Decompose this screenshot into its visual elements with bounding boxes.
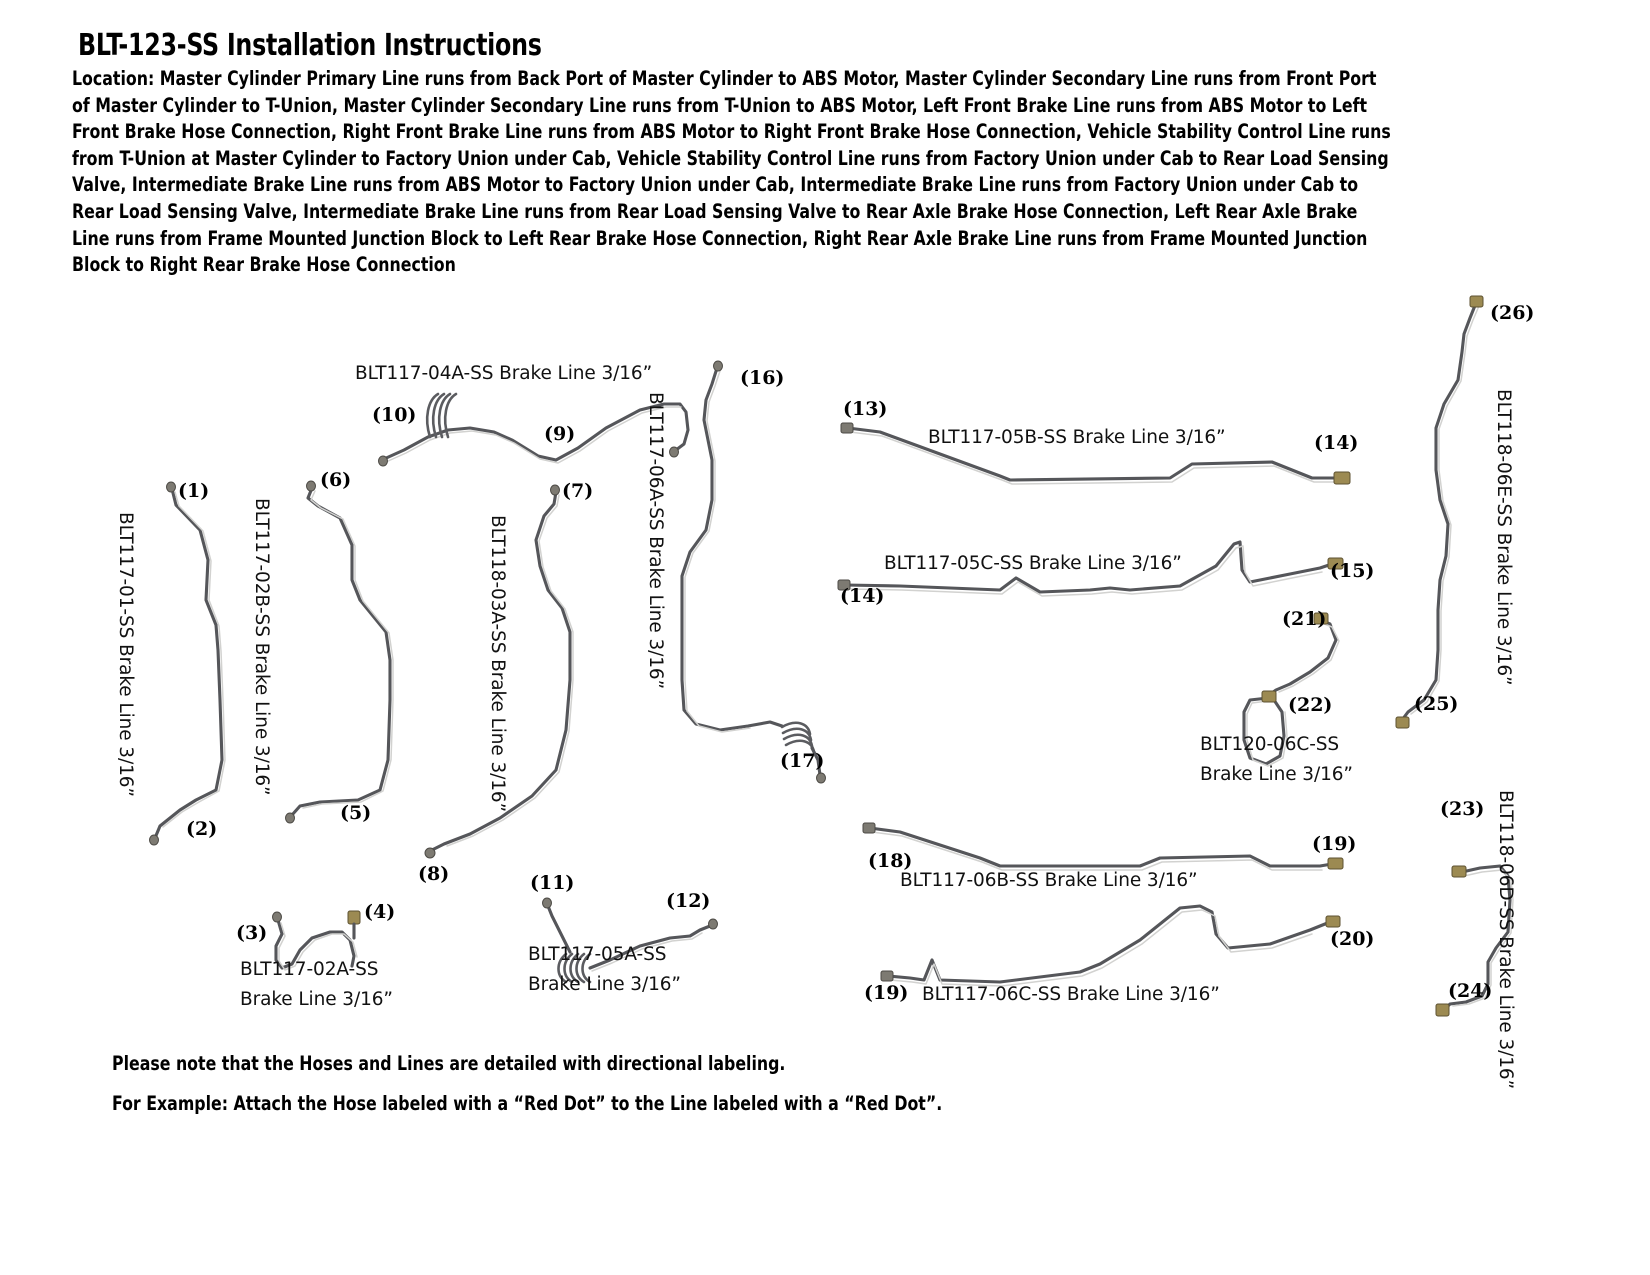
- part-blt117-06b-ss: [863, 823, 1343, 870]
- part-blt117-01-ss: [150, 482, 226, 845]
- callout-25: (25): [1414, 693, 1459, 715]
- callout-20: (20): [1330, 928, 1375, 950]
- callout-2: (2): [186, 818, 218, 840]
- page-title: BLT-123-SS Installation Instructions: [78, 28, 542, 63]
- label-blt120-06c-ss-line1: BLT120-06C-SS: [1200, 734, 1340, 755]
- callout-22: (22): [1288, 694, 1333, 716]
- callout-21: (21): [1282, 608, 1327, 630]
- callout-18: (18): [868, 850, 913, 872]
- label-blt118-03a-ss: BLT118-03A-SS Brake Line 3/16”: [487, 515, 508, 813]
- label-blt117-04a-ss: BLT117-04A-SS Brake Line 3/16”: [355, 363, 653, 384]
- note-directional-labeling: Please note that the Hoses and Lines are detailed with directional labeling.: [112, 1052, 786, 1075]
- label-blt117-05a-ss-line2: Brake Line 3/16”: [528, 974, 681, 995]
- label-blt117-06b-ss: BLT117-06B-SS Brake Line 3/16”: [900, 870, 1198, 891]
- callout-23: (23): [1440, 798, 1485, 820]
- callout-16: (16): [740, 367, 785, 389]
- label-blt117-06a-ss: BLT117-06A-SS Brake Line 3/16”: [645, 392, 666, 690]
- callout-1: (1): [178, 480, 210, 502]
- callout-8: (8): [418, 863, 450, 885]
- label-blt117-06c-ss: BLT117-06C-SS Brake Line 3/16”: [922, 984, 1220, 1005]
- callout-24: (24): [1448, 980, 1493, 1002]
- location-paragraph: Location: Master Cylinder Primary Line runs from Back Port of Master Cylinder to ABS Motor, Master Cylinder Secondary Line runs from Front Port of Master Cylinder to T-Union, Master Cylinder Secondary Line runs from T-Union to ABS Motor, Left Front Brake Line runs from ABS Motor to Left Front Brake Hose Connection, Right Front Brake Line runs from ABS Motor to Right Front Brake Hose Connection, Vehicle Stability Control Line runs from T-Union at Master Cylinder to Factory Union under Cab, Vehicle Stability Control Line runs from Factory Union under Cab to Rear Load Sensing Valve, Intermediate Brake Line runs from ABS Motor to Factory Union under Cab, Intermediate Brake Line runs from Factory Union under Cab to Rear Load Sensing Valve, Intermediate Brake Line runs from Rear Load Sensing Valve to Rear Axle Brake Hose Connection, Left Rear Axle Brake Line runs from Frame Mounted Junction Block to Left Rear Brake Hose Connection, Right Rear Axle Brake Line runs from Frame Mounted Junction Block to Right Rear Brake Hose Connection: [72, 67, 1391, 277]
- callout-14b: (14): [840, 585, 885, 607]
- callout-7: (7): [562, 480, 594, 502]
- label-blt117-02a-ss-line2: Brake Line 3/16”: [240, 989, 393, 1010]
- label-blt117-02b-ss: BLT117-02B-SS Brake Line 3/16”: [251, 498, 272, 796]
- callout-5: (5): [340, 802, 372, 824]
- callout-10: (10): [372, 404, 417, 426]
- part-blt118-06e-ss: [1396, 296, 1483, 728]
- label-blt117-01-ss: BLT117-01-SS Brake Line 3/16”: [115, 512, 136, 797]
- callout-26: (26): [1490, 302, 1535, 324]
- callout-4: (4): [364, 901, 396, 923]
- callout-19b: (19): [864, 982, 909, 1004]
- label-blt117-02a-ss-line1: BLT117-02A-SS: [240, 959, 379, 980]
- callout-17: (17): [780, 750, 825, 772]
- callout-11: (11): [530, 872, 575, 894]
- label-blt120-06c-ss-line2: Brake Line 3/16”: [1200, 764, 1353, 785]
- callout-15: (15): [1330, 560, 1375, 582]
- note-red-dot-example: For Example: Attach the Hose labeled with a “Red Dot” to the Line labeled with a “Red Dot”.: [112, 1092, 943, 1115]
- callout-6: (6): [320, 469, 352, 491]
- label-blt117-05b-ss: BLT117-05B-SS Brake Line 3/16”: [928, 427, 1226, 448]
- label-blt117-05a-ss-line1: BLT117-05A-SS: [528, 944, 667, 965]
- part-blt117-06c-ss: [881, 906, 1340, 986]
- callout-19: (19): [1312, 833, 1357, 855]
- part-blt117-02b-ss: [286, 481, 394, 823]
- callout-12: (12): [666, 890, 711, 912]
- callout-3: (3): [236, 922, 268, 944]
- label-blt118-06d-ss: BLT118-06D-SS Brake Line 3/16”: [1495, 790, 1516, 1090]
- label-blt118-06e-ss: BLT118-06E-SS Brake Line 3/16”: [1493, 389, 1514, 686]
- callout-9: (9): [544, 423, 576, 445]
- callout-14: (14): [1314, 432, 1359, 454]
- part-blt117-06a-ss: [682, 361, 826, 783]
- label-blt117-05c-ss: BLT117-05C-SS Brake Line 3/16”: [884, 553, 1182, 574]
- callout-13: (13): [843, 398, 888, 420]
